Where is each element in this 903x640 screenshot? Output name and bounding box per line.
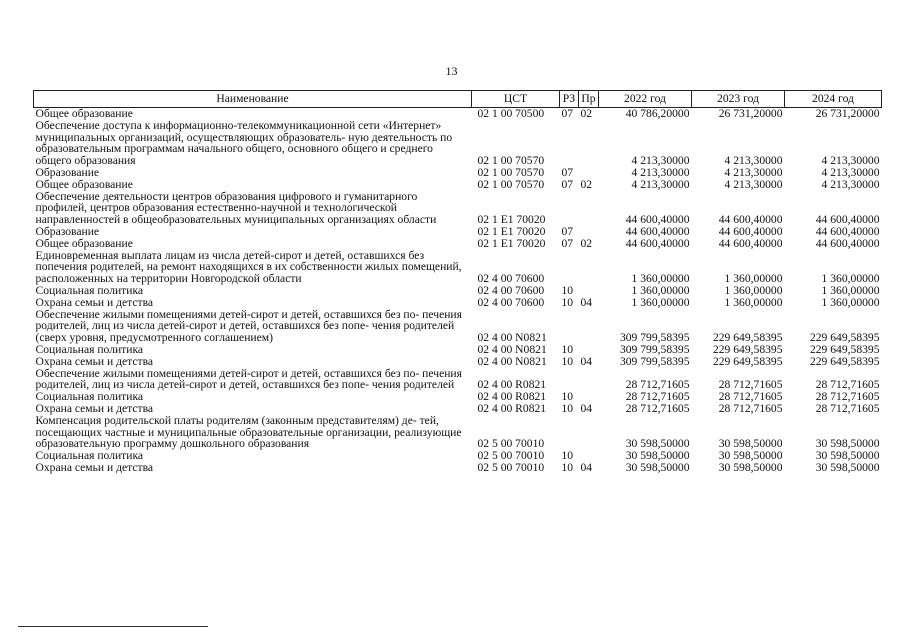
row-2022: 40 786,20000 [625,107,690,120]
row-rz: 07 [561,165,574,179]
row-2022: 44 600,40000 [625,224,690,238]
row-name: Общее образование [35,236,133,250]
row-2022: 28 712,71605 [625,378,690,392]
row-2022: 4 213,30000 [631,154,690,168]
row-2023: 229 649,58395 [712,354,783,368]
row-pr [579,250,599,285]
row-cst: 02 4 00 N0821 [477,354,547,368]
row-2023: 44 600,40000 [718,213,783,227]
row-2024: 4 213,30000 [821,177,880,191]
row-2023: 229 649,58395 [712,342,783,356]
row-pr [579,368,599,392]
row-cst: 02 5 00 70010 [477,460,545,474]
row-2024: 28 712,71605 [815,401,880,415]
row-2023: 30 598,50000 [718,437,783,451]
row-cst: 02 4 00 R0821 [477,378,547,392]
row-cst: 02 5 00 70010 [477,437,545,451]
row-pr: 04 [580,460,593,474]
row-name: Охрана семьи и детства [35,295,154,309]
row-2024: 1 360,00000 [821,295,880,309]
row-cst: 02 4 00 70600 [477,272,545,286]
row-name: Обеспечение жилыми помещениями детей-сирот и детей, оставшихся без по- печения родителей, лиц из числа детей-сирот и детей, оставшихся без попе- чения родителей [35,366,462,392]
row-name: Социальная политика [35,283,144,297]
row-2023: 1 360,00000 [724,295,783,309]
row-2022: 1 360,00000 [631,272,690,286]
row-pr: 04 [580,401,593,415]
row-pr: 02 [580,177,593,191]
row-2024: 4 213,30000 [821,165,880,179]
row-2023: 30 598,50000 [718,460,783,474]
row-name: Социальная политика [35,390,144,404]
row-2024: 44 600,40000 [815,224,880,238]
row-cst: 02 1 E1 70020 [477,224,546,238]
row-2022: 1 360,00000 [631,283,690,297]
row-2022: 30 598,50000 [625,437,690,451]
row-name: Компенсация родительской платы родителям (законным представителям) де- тей, посещающих частные и муниципальные образовательные организации, реализующие образовательную программу дошкольного образования [35,413,462,451]
row-cst: 02 1 E1 70020 [477,213,546,227]
row-rz [560,120,579,167]
row-2024: 44 600,40000 [815,213,880,227]
table-row [34,356,882,368]
row-2022: 1 360,00000 [631,295,690,309]
row-2024: 28 712,71605 [815,390,880,404]
header-pr: Пр [579,91,599,108]
row-rz [560,368,579,392]
row-name: Социальная политика [35,342,144,356]
table-row [34,297,882,309]
table-row [34,238,882,250]
header-cst: ЦСТ [472,91,560,108]
header-2024: 2024 год [785,91,882,108]
row-2022: 309 799,58395 [619,342,690,356]
row-2024: 229 649,58395 [809,342,880,356]
row-cst: 02 1 00 70500 [477,107,545,120]
row-2024: 1 360,00000 [821,272,880,286]
row-name: Охрана семьи и детства [35,460,154,474]
table-row [34,309,882,344]
row-2022: 309 799,58395 [619,331,690,345]
row-pr: 04 [580,354,593,368]
row-rz: 07 [561,107,574,120]
row-rz: 10 [561,295,574,309]
row-2024: 4 213,30000 [821,154,880,168]
row-2023: 4 213,30000 [724,177,783,191]
header-2022: 2022 год [599,91,692,108]
table-row [34,403,882,415]
row-cst: 02 4 00 R0821 [477,390,547,404]
row-pr [579,344,599,356]
table-row [34,250,882,285]
row-name: Общее образование [35,107,133,120]
row-rz: 07 [561,224,574,238]
row-rz: 10 [561,460,574,474]
table-row [34,368,882,392]
table-row [34,285,882,297]
row-pr [579,120,599,167]
row-pr [579,309,599,344]
row-rz [560,309,579,344]
row-2022: 28 712,71605 [625,390,690,404]
row-pr [579,226,599,238]
footer-rule [18,626,208,627]
row-rz [560,250,579,285]
row-name: Образование [35,165,100,179]
row-2022: 4 213,30000 [631,165,690,179]
row-2024: 26 731,20000 [815,107,880,120]
table-row [34,462,882,474]
row-pr [579,191,599,226]
row-cst: 02 5 00 70010 [477,449,545,463]
row-cst: 02 4 00 70600 [477,295,545,309]
row-cst: 02 4 00 R0821 [477,401,547,415]
table-header-row [34,91,882,108]
table-row [34,226,882,238]
row-2023: 28 712,71605 [718,378,783,392]
row-name: Общее образование [35,177,133,191]
row-2024: 30 598,50000 [815,460,880,474]
table-row [34,344,882,356]
row-2024: 30 598,50000 [815,437,880,451]
row-2023: 4 213,30000 [724,154,783,168]
row-name: Обеспечение деятельности центров образования цифрового и гуманитарного профилей, центров образования естественно-научной и технологической направленностей в общеобразовательных муниципальных организациях области [35,189,437,227]
row-name: Обеспечение жилыми помещениями детей-сирот и детей, оставшихся без по- печения родителей, лиц из числа детей-сирот и детей, оставшихся без попе- чения родителей (сверх уровня, предусмотренного соглашением) [35,307,462,345]
row-rz [560,415,579,450]
row-cst: 02 1 00 70570 [477,154,545,168]
header-2023: 2023 год [692,91,785,108]
row-pr [579,415,599,450]
row-pr: 04 [580,295,593,309]
row-2022: 44 600,40000 [625,213,690,227]
row-cst: 02 1 00 70570 [477,177,545,191]
row-pr [579,167,599,179]
row-2022: 309 799,58395 [619,354,690,368]
row-2023: 4 213,30000 [724,165,783,179]
row-2023: 1 360,00000 [724,272,783,286]
row-rz: 10 [561,354,574,368]
row-2022: 44 600,40000 [625,236,690,250]
row-2023: 44 600,40000 [718,236,783,250]
row-rz: 07 [561,177,574,191]
table-row [34,179,882,191]
row-2024: 229 649,58395 [809,331,880,345]
table-row [34,415,882,450]
row-2023: 30 598,50000 [718,449,783,463]
budget-table [33,90,882,474]
table-row [34,167,882,179]
row-rz: 10 [561,390,574,404]
row-name: Образование [35,224,100,238]
page-number: 13 [445,64,458,78]
row-rz: 10 [561,401,574,415]
row-2024: 1 360,00000 [821,283,880,297]
row-name: Социальная политика [35,449,144,463]
row-2022: 4 213,30000 [631,177,690,191]
row-2023: 26 731,20000 [718,107,783,120]
row-rz: 07 [561,236,574,250]
table-row [34,120,882,167]
row-rz: 10 [561,342,574,356]
row-pr [579,285,599,297]
row-2024: 28 712,71605 [815,378,880,392]
row-name: Обеспечение доступа к информационно-телекоммуникационной сети «Интернет» муниципальных организаций, осуществляющих образователь- ную деятельность по образовательным программам начального общего, основного общего и среднего общего образования [35,118,453,168]
row-2023: 28 712,71605 [718,401,783,415]
row-2022: 28 712,71605 [625,401,690,415]
row-rz: 10 [561,283,574,297]
row-2024: 44 600,40000 [815,236,880,250]
row-pr: 02 [580,107,593,120]
table-row [34,191,882,226]
row-name: Единовременная выплата лицам из числа детей-сирот и детей, оставшихся без попечения родителей, на ремонт находящихся в их собственности жилых помещений, расположенных на территории Новгородской области [35,248,462,286]
row-2023: 1 360,00000 [724,283,783,297]
header-name: Наименование [34,91,472,108]
row-2022: 30 598,50000 [625,449,690,463]
header-rz: РЗ [560,91,579,108]
row-cst: 02 4 00 70600 [477,283,545,297]
row-pr: 02 [580,236,593,250]
row-cst: 02 1 E1 70020 [477,236,546,250]
row-2022: 30 598,50000 [625,460,690,474]
row-cst: 02 4 00 N0821 [477,331,547,345]
row-2024: 229 649,58395 [809,354,880,368]
table-body [34,108,882,474]
row-rz [560,191,579,226]
row-cst: 02 4 00 N0821 [477,342,547,356]
row-2023: 229 649,58395 [712,331,783,345]
row-2023: 28 712,71605 [718,390,783,404]
row-2023: 44 600,40000 [718,224,783,238]
row-cst: 02 1 00 70570 [477,165,545,179]
row-2024: 30 598,50000 [815,449,880,463]
row-rz: 10 [561,449,574,463]
row-name: Охрана семьи и детства [35,354,154,368]
row-name: Охрана семьи и детства [35,401,154,415]
table-row [34,108,882,120]
